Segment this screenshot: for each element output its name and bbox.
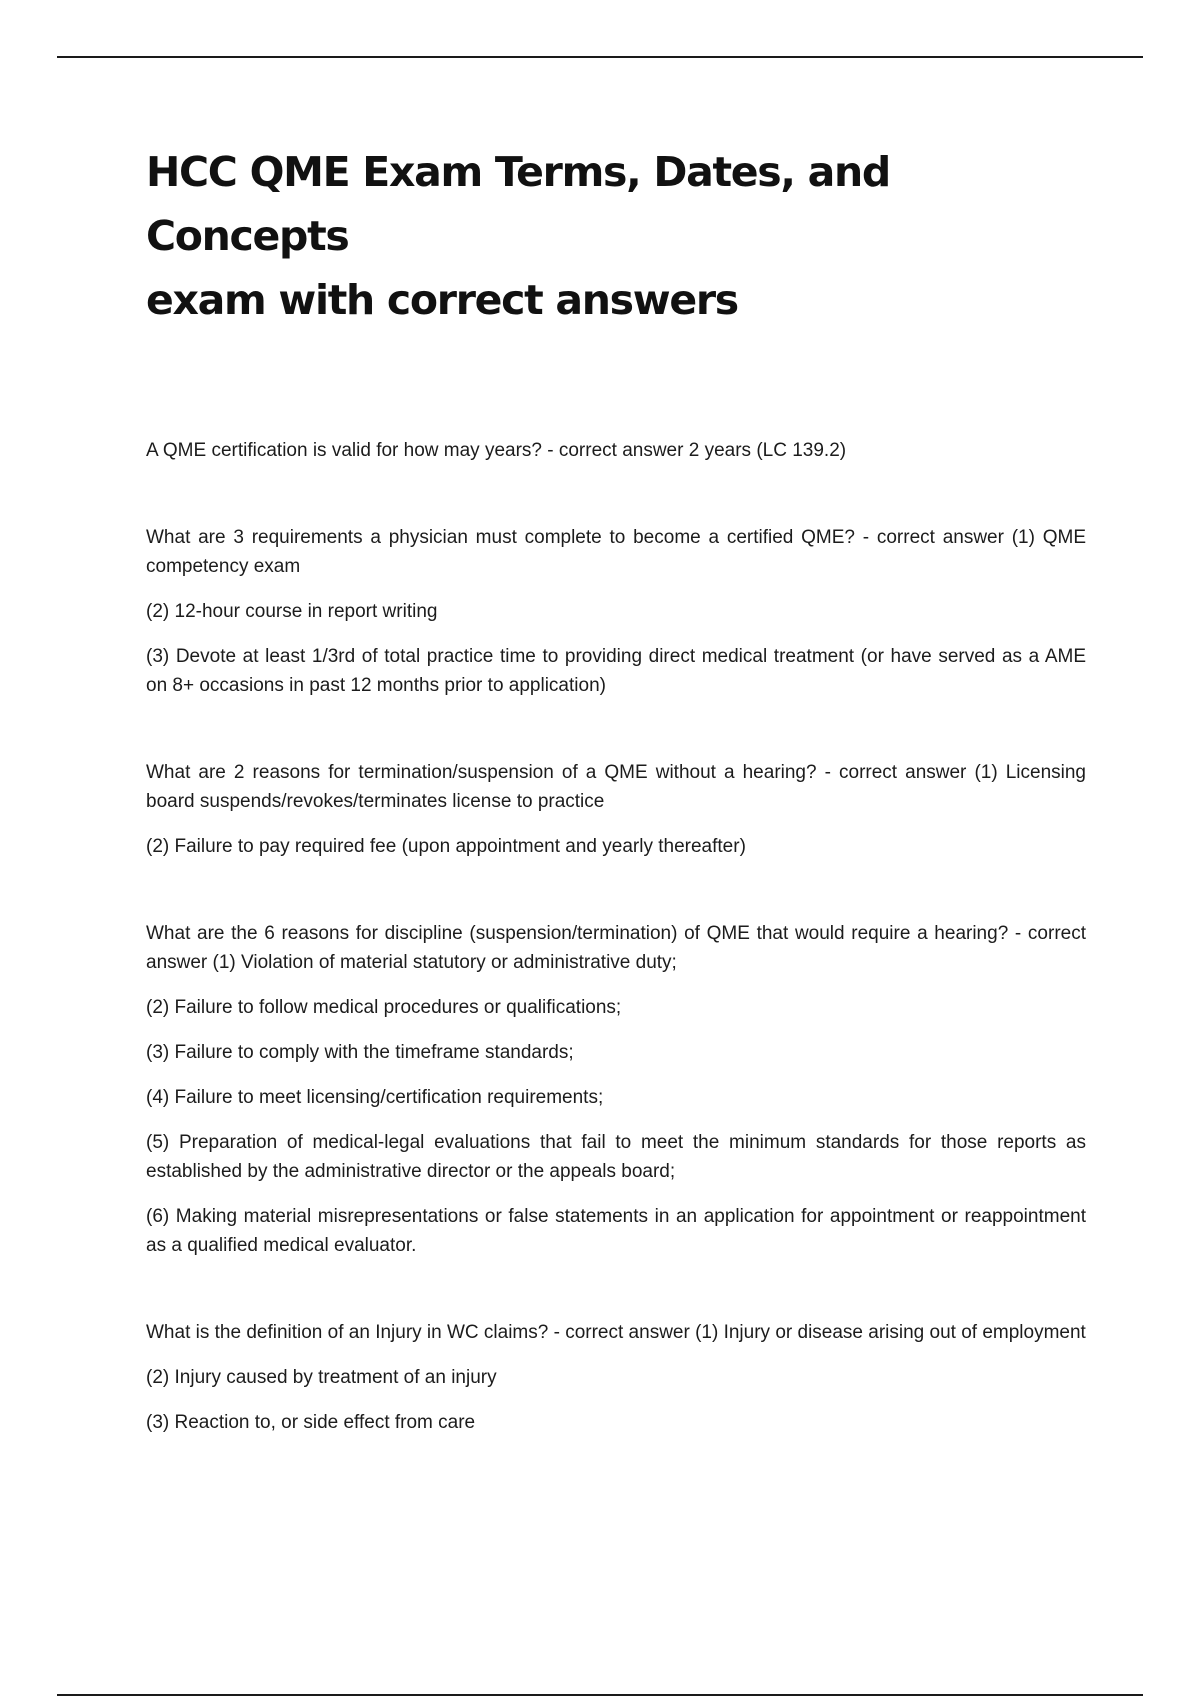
qa-answer-item: (6) Making material misrepresentations or false statements in an application for appointment or reappointment as a qualified medical evaluator. xyxy=(146,1206,1086,1256)
qa-answer-item: (2) Injury caused by treatment of an injury xyxy=(146,1367,497,1388)
qa-item-1 xyxy=(146,436,1086,465)
title-line-1: HCC QME Exam Terms, Dates, and Concepts xyxy=(146,148,890,260)
qa-answer-item: (2) Failure to pay required fee (upon appointment and yearly thereafter) xyxy=(146,836,746,857)
title-line-2: exam with correct answers xyxy=(146,276,738,324)
qa-answer-item: (3) Failure to comply with the timeframe standards; xyxy=(146,1042,574,1063)
qa-question: What are 2 reasons for termination/suspension of a QME without a hearing? - correct answer (1) Licensing board suspends/revokes/terminates license to practice xyxy=(146,762,1086,812)
qa-item-5 xyxy=(146,1318,1086,1437)
qa-answer-item: (3) Reaction to, or side effect from care xyxy=(146,1412,476,1433)
qa-item-4 xyxy=(146,919,1086,1260)
document-title xyxy=(146,140,1086,332)
qa-answer-item: (3) Devote at least 1/3rd of total practice time to providing direct medical treatment (or have served as a AME on 8+ occasions in past 12 months prior to application) xyxy=(146,646,1086,696)
qa-answer-item: (2) Failure to follow medical procedures or qualifications; xyxy=(146,997,622,1018)
qa-question: A QME certification is valid for how may years? - correct answer 2 years (LC 139.2) xyxy=(146,440,847,461)
qa-question: What are the 6 reasons for discipline (suspension/termination) of QME that would require a hearing? - correct answer (1) Violation of material statutory or administrative duty; xyxy=(146,923,1086,973)
top-rule xyxy=(57,56,1143,58)
qa-item-2 xyxy=(146,523,1086,700)
qa-item-3 xyxy=(146,758,1086,861)
qa-question: What is the definition of an Injury in WC claims? - correct answer (1) Injury or disease arising out of employment xyxy=(146,1322,1086,1343)
qa-answer-item: (4) Failure to meet licensing/certification requirements; xyxy=(146,1087,604,1108)
qa-answer-item: (5) Preparation of medical-legal evaluations that fail to meet the minimum standards for those reports as established by the administrative director or the appeals board; xyxy=(146,1132,1086,1182)
qa-question: What are 3 requirements a physician must complete to become a certified QME? - correct answer (1) QME competency exam xyxy=(146,527,1086,577)
document-body xyxy=(146,140,1086,1437)
bottom-rule xyxy=(57,1694,1143,1696)
qa-answer-item: (2) 12-hour course in report writing xyxy=(146,601,438,622)
